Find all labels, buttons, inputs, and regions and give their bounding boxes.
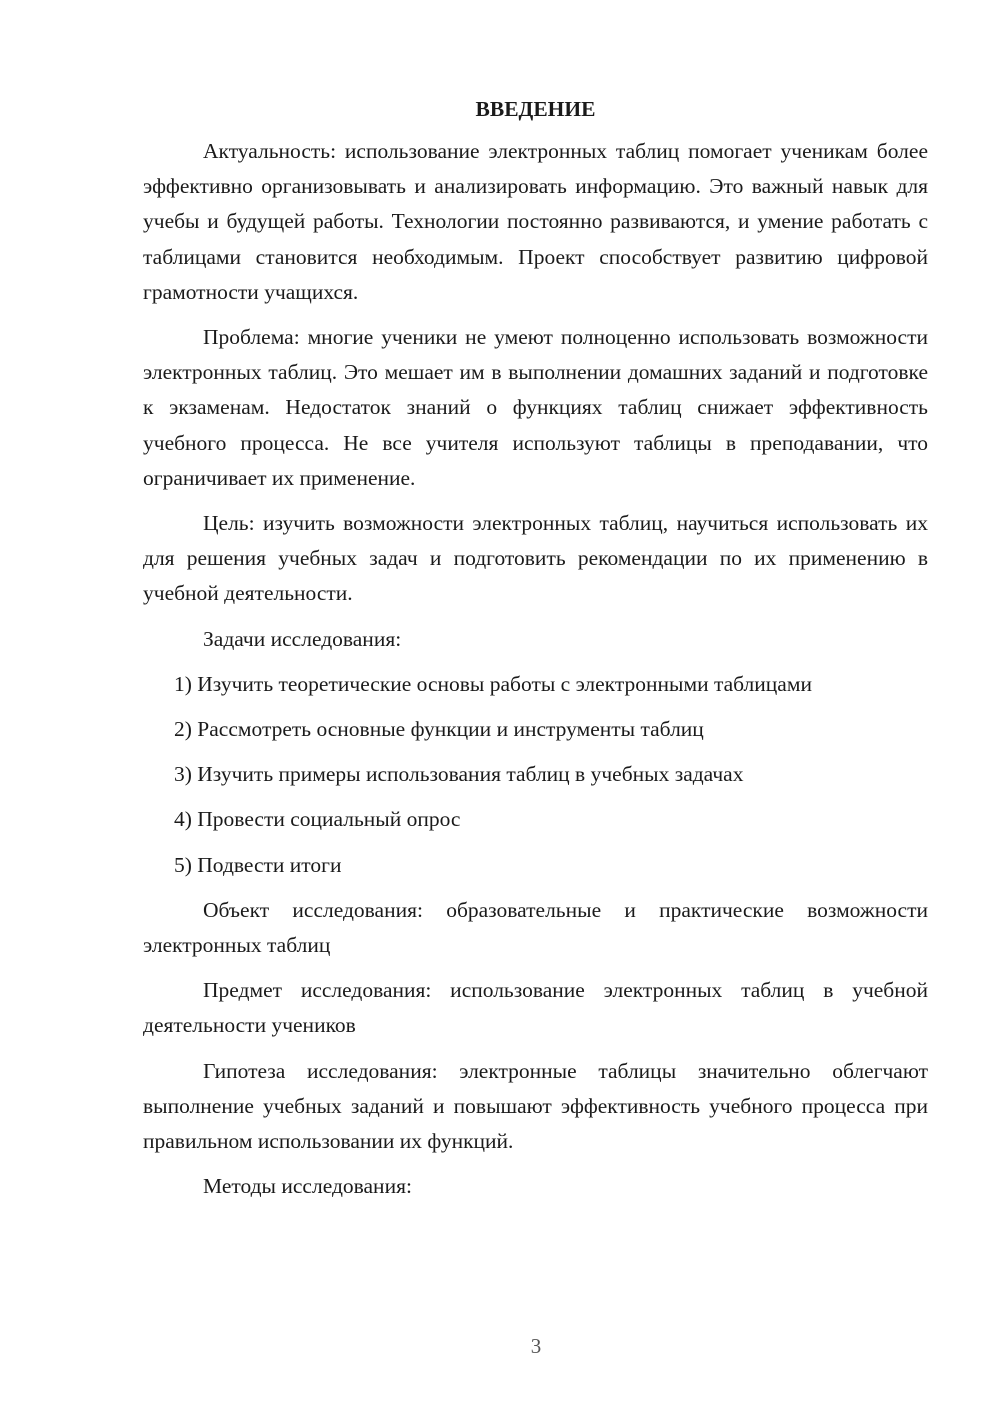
list-item: 5) Подвести итоги	[174, 852, 342, 877]
paragraph-problem: Проблема: многие ученики не умеют полноценно использовать возможности электронных таблиц. Это мешает им в выполнении домашних заданий и подготовке к экзаменам. Недостаток знаний о функциях таблиц снижает эффективность учебного процесса. Не все учителя используют таблицы в преподавании, что ограничивает их применение.	[143, 325, 928, 490]
page-content	[143, 92, 928, 1214]
list-item: 1) Изучить теоретические основы работы с электронными таблицами	[174, 671, 812, 696]
paragraph-relevance: Актуальность: использование электронных таблиц помогает ученикам более эффективно организовывать и анализировать информацию. Это важный навык для учебы и будущей работы. Технологии постоянно развиваются, и умение работать с таблицами становится необходимым. Проект способствует развитию цифровой грамотности учащихся.	[143, 139, 928, 304]
paragraph-object: Объект исследования: образовательные и практические возможности электронных таблиц	[143, 897, 928, 958]
tasks-list	[143, 667, 928, 883]
list-item: 2) Рассмотреть основные функции и инструменты таблиц	[174, 717, 704, 742]
list-item: 4) Провести социальный опрос	[174, 807, 461, 832]
paragraph-goal: Цель: изучить возможности электронных таблиц, научиться использовать их для решения учебных задач и подготовить рекомендации по их применению в учебной деятельности.	[143, 511, 928, 606]
tasks-heading: Задачи исследования:	[203, 626, 402, 651]
section-title: ВВЕДЕНИЕ	[475, 97, 596, 121]
list-item: 3) Изучить примеры использования таблиц в учебных задачах	[174, 762, 744, 787]
methods-heading: Методы исследования:	[203, 1174, 412, 1199]
paragraph-subject: Предмет исследования: использование электронных таблиц в учебной деятельности учеников	[143, 978, 928, 1038]
page-number: 3	[530, 1334, 542, 1358]
paragraph-hypothesis: Гипотеза исследования: электронные таблицы значительно облегчают выполнение учебных заданий и повышают эффективность учебного процесса при правильном использовании их функций.	[143, 1058, 928, 1154]
